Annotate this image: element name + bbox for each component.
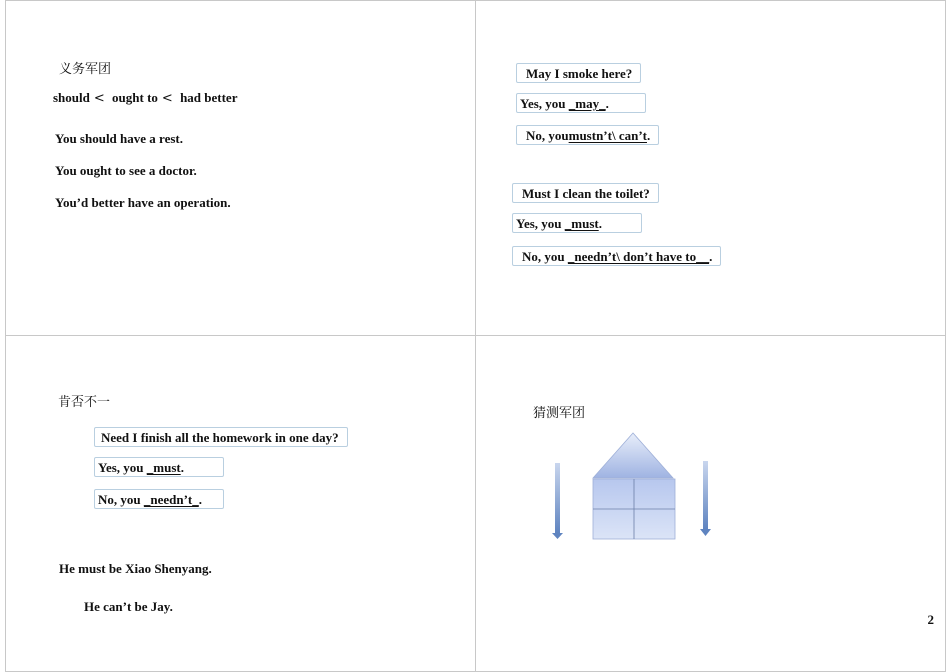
answer-blank: _must: [564, 216, 599, 231]
answer-suffix: .: [709, 249, 713, 264]
modal-strength-scale: [53, 90, 237, 106]
answer-suffix: .: [598, 216, 602, 231]
scale-ought-to: ought to: [112, 90, 158, 105]
answer-blank: _may_: [568, 96, 606, 111]
answer-blank: _must: [146, 460, 181, 475]
question-box: May I smoke here?: [516, 63, 641, 83]
house-diagram: [546, 431, 716, 543]
answer-box-yes: [516, 93, 646, 113]
answer-suffix: .: [180, 460, 184, 475]
page-number: 2: [927, 612, 934, 627]
down-arrow-left-icon: [552, 463, 563, 539]
example-sentence: You’d better have an operation.: [55, 195, 231, 210]
answer-suffix: .: [646, 128, 651, 143]
example-sentence: He can’t be Jay.: [84, 599, 173, 614]
panel4-heading: 猜测军团: [533, 406, 586, 421]
down-arrow-right-icon: [700, 461, 711, 536]
scale-had-better: had better: [180, 90, 238, 105]
slide-panel-guessing: [475, 335, 946, 672]
answer-prefix: No, you: [526, 128, 569, 143]
answer-box-yes: [94, 457, 224, 477]
example-sentence: You should have a rest.: [55, 131, 183, 146]
answer-suffix: .: [198, 492, 203, 507]
house-icon: [593, 433, 675, 539]
answer-box-yes: [512, 213, 642, 233]
answer-blank: mustn’t\ can’t: [568, 128, 647, 143]
slide-panel-obligation: [5, 0, 476, 336]
answer-suffix: .: [605, 96, 609, 111]
answer-prefix: Yes, you: [516, 216, 565, 231]
example-sentence: You ought to see a doctor.: [55, 163, 197, 178]
answer-blank: _needn’t\ don’t have to__: [567, 249, 710, 264]
answer-prefix: No, you: [98, 492, 144, 507]
answer-prefix: No, you: [522, 249, 568, 264]
panel1-heading: 义务军团: [59, 62, 112, 77]
less-than-sign-2: <: [161, 91, 173, 106]
example-sentence: He must be Xiao Shenyang.: [59, 561, 212, 576]
question-box: Need I finish all the homework in one day?: [94, 427, 348, 447]
answer-blank: _needn’t_: [143, 492, 199, 507]
question-box: Must I clean the toilet?: [512, 183, 659, 203]
slide-panel-may-must: [475, 0, 946, 336]
answer-prefix: Yes, you: [98, 460, 147, 475]
slide-panel-yes-no-differ: [5, 335, 476, 672]
less-than-sign-1: <: [93, 91, 105, 106]
answer-box-no: [512, 246, 721, 266]
scale-should: should: [53, 90, 90, 105]
answer-prefix: Yes, you: [520, 96, 569, 111]
answer-box-no: [516, 125, 659, 145]
panel3-heading: 肯否不一: [58, 395, 111, 410]
answer-box-no: [94, 489, 224, 509]
